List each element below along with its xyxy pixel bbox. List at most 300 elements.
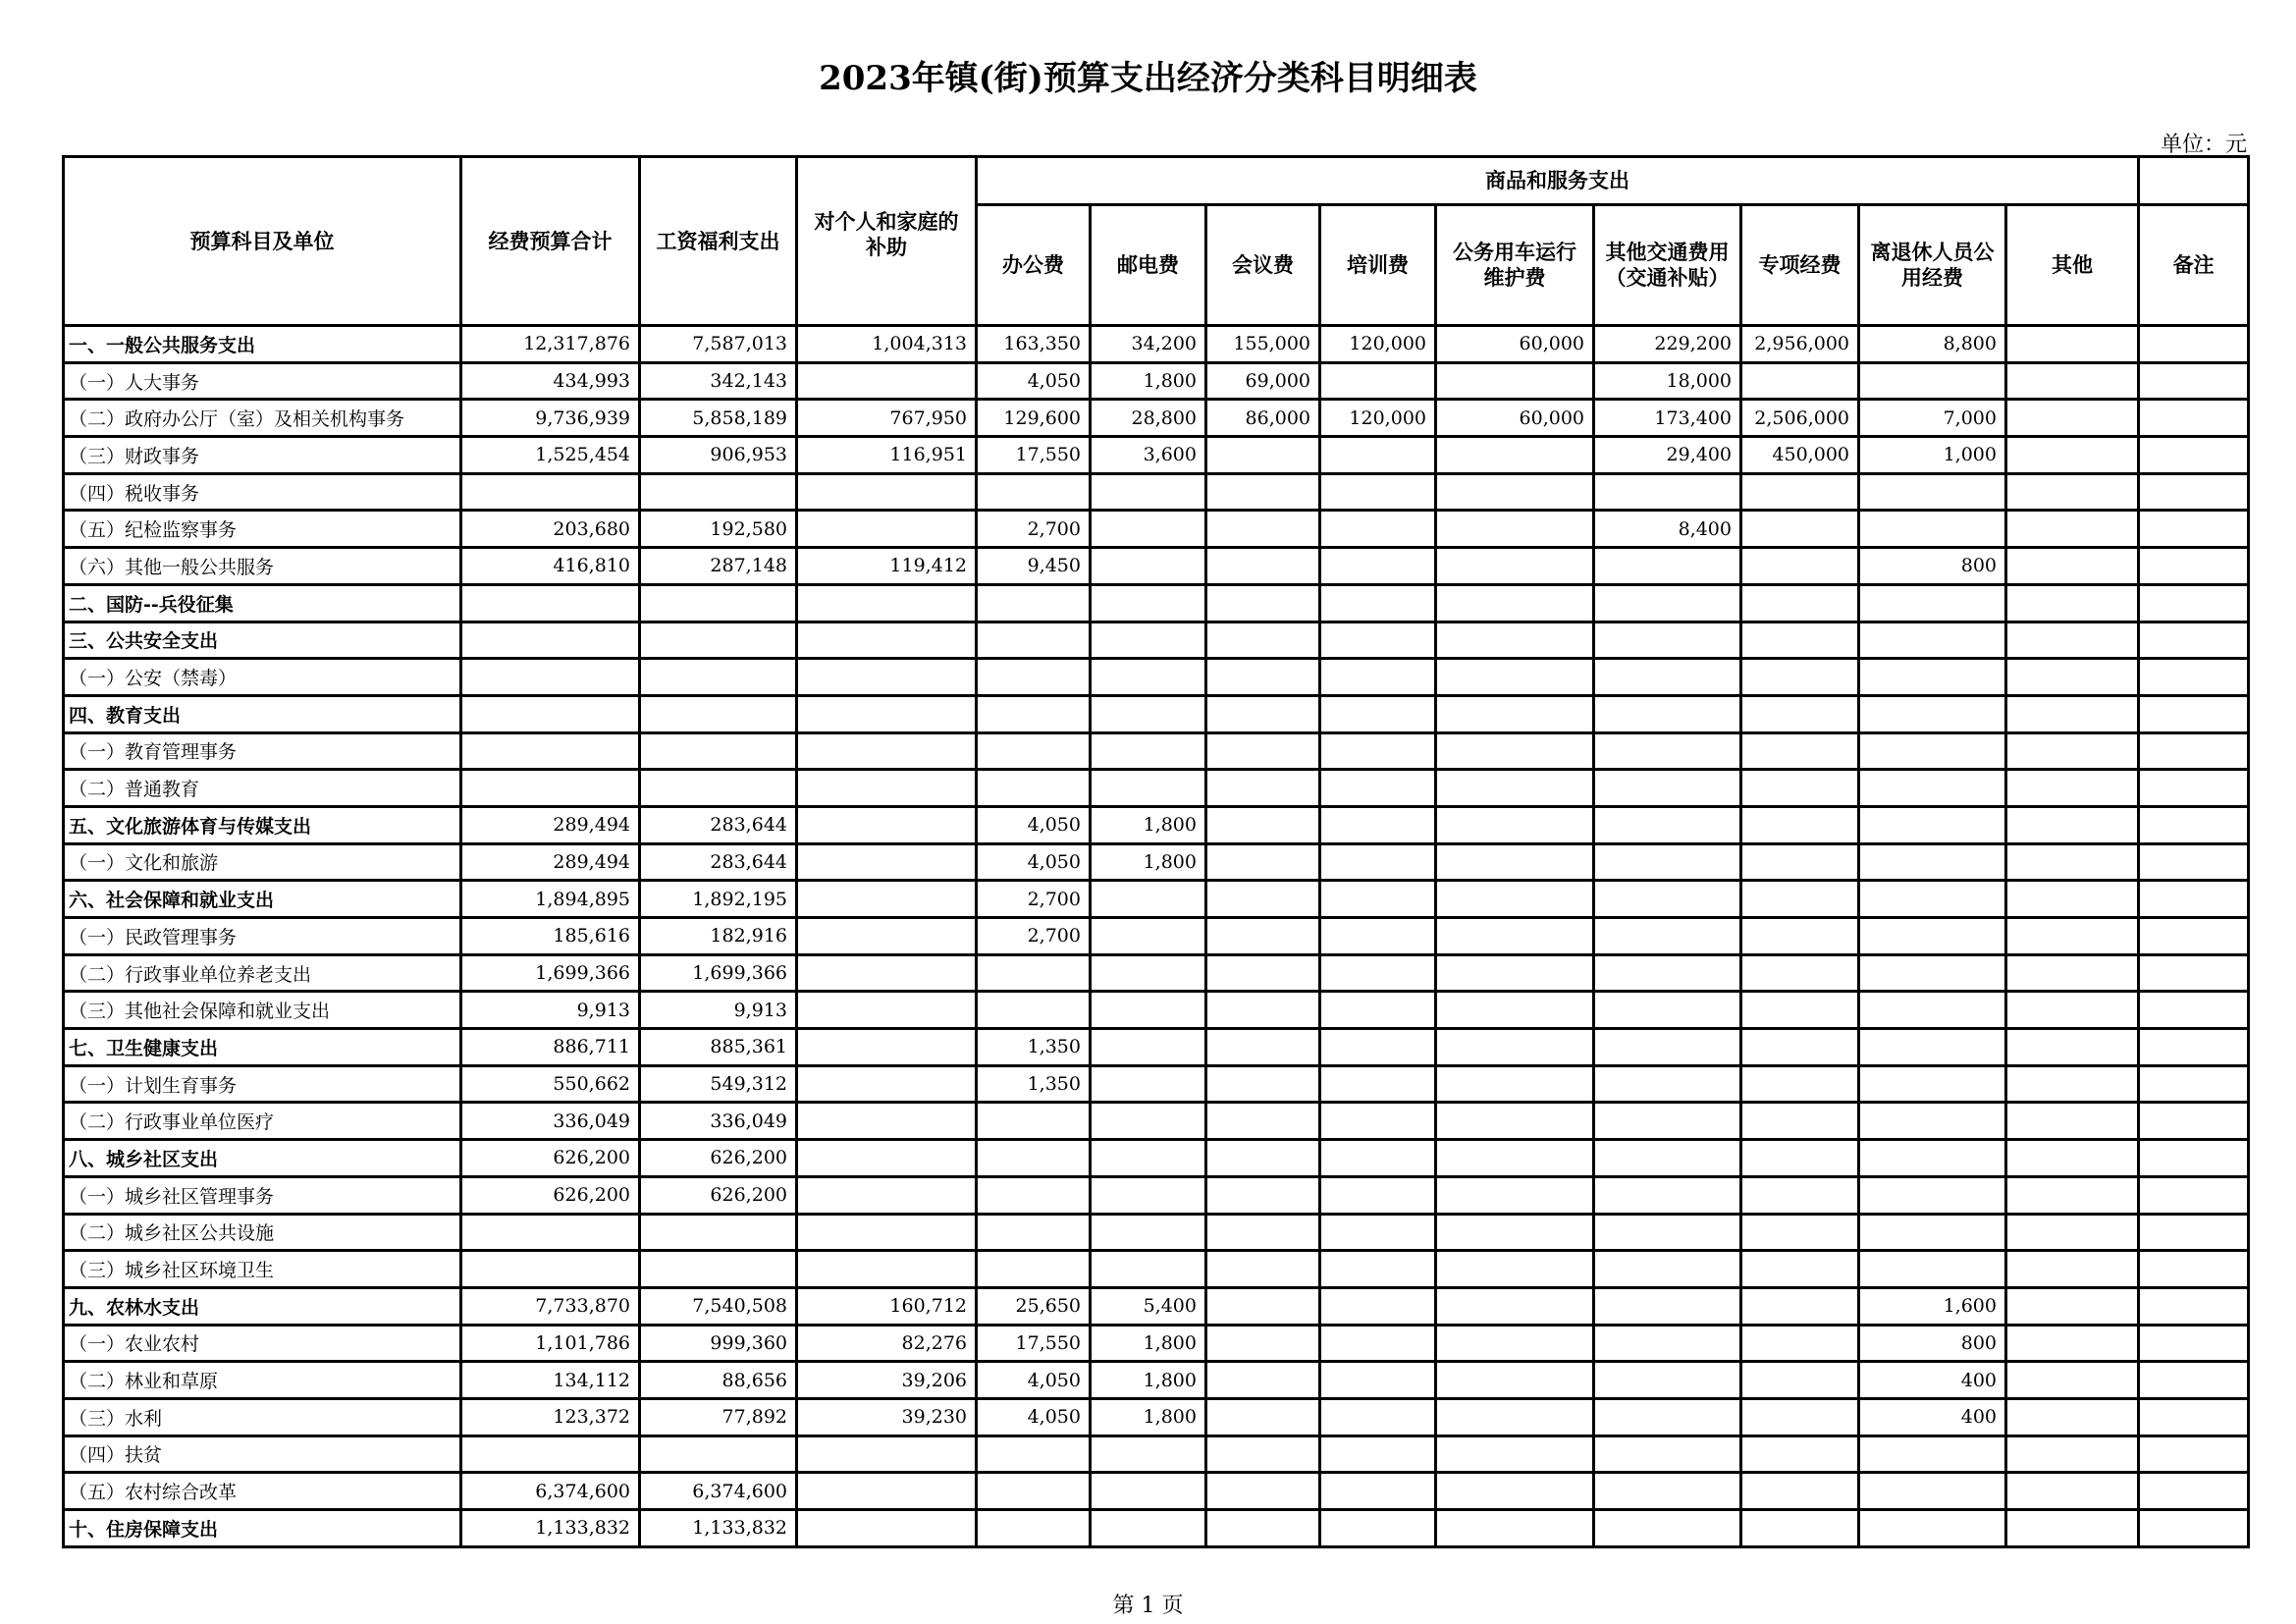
- cell-vehicle: [1436, 806, 1594, 843]
- cell-training: [1320, 918, 1436, 955]
- cell-remark: [2139, 584, 2249, 622]
- cell-subsidy: [797, 659, 977, 696]
- cell-training: [1320, 1214, 1436, 1251]
- table-row: [64, 770, 2249, 807]
- cell-special: 2,956,000: [1741, 326, 1859, 363]
- cell-total: [461, 1435, 640, 1473]
- cell-total: 1,101,786: [461, 1325, 640, 1362]
- cell-salary: 7,587,013: [640, 326, 797, 363]
- cell-meeting: [1206, 622, 1320, 659]
- cell-meeting: [1206, 1176, 1320, 1214]
- cell-total: 416,810: [461, 548, 640, 585]
- cell-vehicle: [1436, 1435, 1594, 1473]
- cell-special: [1741, 1435, 1859, 1473]
- cell-meeting: [1206, 843, 1320, 881]
- cell-training: [1320, 473, 1436, 511]
- cell-salary: 1,892,195: [640, 881, 797, 918]
- cell-salary: 885,361: [640, 1029, 797, 1066]
- cell-vehicle: [1436, 548, 1594, 585]
- cell-vehicle: [1436, 1140, 1594, 1177]
- cell-remark: [2139, 1103, 2249, 1140]
- cell-transport: [1594, 584, 1741, 622]
- cell-vehicle: [1436, 1029, 1594, 1066]
- cell-postal: 1,800: [1091, 1362, 1206, 1399]
- cell-postal: [1091, 1140, 1206, 1177]
- cell-vehicle: [1436, 473, 1594, 511]
- cell-postal: [1091, 732, 1206, 770]
- cell-training: [1320, 659, 1436, 696]
- cell-postal: 1,800: [1091, 1325, 1206, 1362]
- cell-postal: 5,400: [1091, 1287, 1206, 1325]
- cell-special: [1741, 695, 1859, 732]
- budget-table: [62, 155, 2250, 1548]
- cell-special: [1741, 1140, 1859, 1177]
- cell-vehicle: [1436, 1325, 1594, 1362]
- cell-salary: [640, 659, 797, 696]
- cell-office: [977, 992, 1091, 1029]
- row-label: （一）计划生育事务: [64, 1065, 461, 1103]
- cell-total: [461, 659, 640, 696]
- cell-postal: [1091, 584, 1206, 622]
- cell-meeting: [1206, 437, 1320, 474]
- cell-vehicle: [1436, 1473, 1594, 1510]
- cell-office: 9,450: [977, 548, 1091, 585]
- cell-other: [2006, 1398, 2139, 1435]
- cell-transport: [1594, 843, 1741, 881]
- cell-transport: [1594, 770, 1741, 807]
- cell-subsidy: [797, 954, 977, 992]
- row-label: （三）财政事务: [64, 437, 461, 474]
- cell-retiree: [1859, 770, 2006, 807]
- table-row: [64, 584, 2249, 622]
- cell-subsidy: 82,276: [797, 1325, 977, 1362]
- cell-office: 163,350: [977, 326, 1091, 363]
- row-label: （三）城乡社区环境卫生: [64, 1251, 461, 1288]
- cell-total: [461, 732, 640, 770]
- cell-transport: [1594, 1435, 1741, 1473]
- cell-subsidy: [797, 622, 977, 659]
- cell-retiree: [1859, 362, 2006, 400]
- cell-salary: [640, 770, 797, 807]
- cell-special: [1741, 548, 1859, 585]
- cell-transport: 229,200: [1594, 326, 1741, 363]
- cell-office: [977, 473, 1091, 511]
- cell-total: 1,525,454: [461, 437, 640, 474]
- cell-remark: [2139, 437, 2249, 474]
- row-label: （三）水利: [64, 1398, 461, 1435]
- cell-subsidy: [797, 1473, 977, 1510]
- cell-retiree: [1859, 843, 2006, 881]
- row-label: 七、卫生健康支出: [64, 1029, 461, 1066]
- cell-total: 289,494: [461, 806, 640, 843]
- cell-other: [2006, 954, 2139, 992]
- cell-vehicle: [1436, 881, 1594, 918]
- cell-special: [1741, 1176, 1859, 1214]
- cell-subsidy: [797, 1140, 977, 1177]
- cell-meeting: [1206, 881, 1320, 918]
- cell-special: [1741, 659, 1859, 696]
- table-row: [64, 326, 2249, 363]
- cell-other: [2006, 659, 2139, 696]
- cell-salary: 626,200: [640, 1140, 797, 1177]
- cell-training: [1320, 1029, 1436, 1066]
- cell-salary: [640, 473, 797, 511]
- cell-transport: 29,400: [1594, 437, 1741, 474]
- row-label: （二）行政事业单位养老支出: [64, 954, 461, 992]
- row-label: 九、农林水支出: [64, 1287, 461, 1325]
- cell-special: [1741, 918, 1859, 955]
- cell-remark: [2139, 992, 2249, 1029]
- cell-meeting: [1206, 548, 1320, 585]
- cell-subsidy: [797, 806, 977, 843]
- cell-training: [1320, 1435, 1436, 1473]
- header-goods-services-group: 商品和服务支出: [977, 157, 2139, 205]
- row-label: （六）其他一般公共服务: [64, 548, 461, 585]
- table-row: [64, 1435, 2249, 1473]
- cell-remark: [2139, 770, 2249, 807]
- cell-postal: [1091, 1103, 1206, 1140]
- cell-meeting: [1206, 806, 1320, 843]
- cell-salary: 342,143: [640, 362, 797, 400]
- cell-retiree: 8,800: [1859, 326, 2006, 363]
- cell-total: [461, 1214, 640, 1251]
- cell-special: [1741, 1214, 1859, 1251]
- cell-office: [977, 954, 1091, 992]
- cell-remark: [2139, 511, 2249, 548]
- table-row: [64, 1029, 2249, 1066]
- cell-training: [1320, 584, 1436, 622]
- cell-salary: 192,580: [640, 511, 797, 548]
- cell-special: [1741, 770, 1859, 807]
- cell-meeting: [1206, 1325, 1320, 1362]
- cell-subsidy: [797, 362, 977, 400]
- cell-meeting: [1206, 1510, 1320, 1547]
- cell-office: 129,600: [977, 400, 1091, 437]
- cell-office: [977, 732, 1091, 770]
- cell-total: 289,494: [461, 843, 640, 881]
- cell-meeting: [1206, 1435, 1320, 1473]
- cell-training: [1320, 992, 1436, 1029]
- cell-office: 4,050: [977, 1362, 1091, 1399]
- cell-subsidy: [797, 881, 977, 918]
- cell-total: [461, 622, 640, 659]
- table-row: [64, 1251, 2249, 1288]
- cell-salary: [640, 622, 797, 659]
- cell-retiree: [1859, 1510, 2006, 1547]
- cell-office: [977, 622, 1091, 659]
- cell-subsidy: 160,712: [797, 1287, 977, 1325]
- cell-transport: [1594, 1214, 1741, 1251]
- cell-remark: [2139, 362, 2249, 400]
- cell-postal: [1091, 992, 1206, 1029]
- cell-other: [2006, 1362, 2139, 1399]
- cell-special: [1741, 622, 1859, 659]
- cell-transport: [1594, 622, 1741, 659]
- cell-salary: 6,374,600: [640, 1473, 797, 1510]
- cell-transport: [1594, 806, 1741, 843]
- header-subject: 预算科目及单位: [64, 157, 461, 326]
- cell-transport: [1594, 918, 1741, 955]
- cell-salary: 336,049: [640, 1103, 797, 1140]
- cell-salary: 906,953: [640, 437, 797, 474]
- cell-salary: 999,360: [640, 1325, 797, 1362]
- cell-postal: 1,800: [1091, 843, 1206, 881]
- cell-subsidy: [797, 1029, 977, 1066]
- cell-postal: [1091, 1214, 1206, 1251]
- cell-postal: [1091, 881, 1206, 918]
- cell-remark: [2139, 881, 2249, 918]
- cell-subsidy: 767,950: [797, 400, 977, 437]
- cell-training: [1320, 1325, 1436, 1362]
- header-vehicle: 公务用车运行维护费: [1436, 205, 1594, 326]
- cell-total: 9,736,939: [461, 400, 640, 437]
- cell-vehicle: [1436, 622, 1594, 659]
- row-label: 一、一般公共服务支出: [64, 326, 461, 363]
- row-label: （二）林业和草原: [64, 1362, 461, 1399]
- cell-postal: [1091, 622, 1206, 659]
- cell-subsidy: [797, 770, 977, 807]
- cell-postal: [1091, 548, 1206, 585]
- row-label: （二）普通教育: [64, 770, 461, 807]
- cell-retiree: [1859, 584, 2006, 622]
- cell-subsidy: 1,004,313: [797, 326, 977, 363]
- cell-postal: [1091, 1251, 1206, 1288]
- cell-retiree: [1859, 918, 2006, 955]
- cell-retiree: 1,000: [1859, 437, 2006, 474]
- cell-transport: [1594, 659, 1741, 696]
- cell-subsidy: 116,951: [797, 437, 977, 474]
- cell-office: 2,700: [977, 511, 1091, 548]
- cell-office: [977, 1176, 1091, 1214]
- cell-special: [1741, 1029, 1859, 1066]
- cell-vehicle: [1436, 992, 1594, 1029]
- cell-vehicle: [1436, 732, 1594, 770]
- cell-transport: 8,400: [1594, 511, 1741, 548]
- cell-transport: [1594, 1362, 1741, 1399]
- cell-retiree: [1859, 1473, 2006, 1510]
- table-row: [64, 362, 2249, 400]
- cell-training: 120,000: [1320, 400, 1436, 437]
- row-label: （一）人大事务: [64, 362, 461, 400]
- table-body: [64, 326, 2249, 1547]
- cell-other: [2006, 1214, 2139, 1251]
- row-label: 六、社会保障和就业支出: [64, 881, 461, 918]
- cell-meeting: [1206, 1287, 1320, 1325]
- cell-meeting: [1206, 1214, 1320, 1251]
- cell-other: [2006, 511, 2139, 548]
- cell-office: 4,050: [977, 1398, 1091, 1435]
- cell-salary: 283,644: [640, 806, 797, 843]
- cell-total: 1,133,832: [461, 1510, 640, 1547]
- cell-special: 2,506,000: [1741, 400, 1859, 437]
- cell-subsidy: [797, 695, 977, 732]
- cell-training: 120,000: [1320, 326, 1436, 363]
- cell-postal: [1091, 659, 1206, 696]
- cell-training: [1320, 881, 1436, 918]
- cell-total: 185,616: [461, 918, 640, 955]
- cell-transport: [1594, 1251, 1741, 1288]
- cell-remark: [2139, 473, 2249, 511]
- cell-transport: 173,400: [1594, 400, 1741, 437]
- cell-remark: [2139, 1398, 2249, 1435]
- cell-retiree: [1859, 1214, 2006, 1251]
- row-label: 五、文化旅游体育与传媒支出: [64, 806, 461, 843]
- cell-retiree: [1859, 1065, 2006, 1103]
- header-other: 其他: [2006, 205, 2139, 326]
- cell-salary: 7,540,508: [640, 1287, 797, 1325]
- cell-training: [1320, 1251, 1436, 1288]
- cell-subsidy: [797, 732, 977, 770]
- cell-remark: [2139, 1065, 2249, 1103]
- cell-total: [461, 584, 640, 622]
- cell-remark: [2139, 843, 2249, 881]
- cell-total: 1,894,895: [461, 881, 640, 918]
- cell-vehicle: [1436, 1214, 1594, 1251]
- cell-total: 434,993: [461, 362, 640, 400]
- cell-other: [2006, 1251, 2139, 1288]
- cell-salary: 287,148: [640, 548, 797, 585]
- cell-office: 1,350: [977, 1029, 1091, 1066]
- cell-transport: [1594, 881, 1741, 918]
- cell-other: [2006, 400, 2139, 437]
- cell-remark: [2139, 1287, 2249, 1325]
- cell-total: 7,733,870: [461, 1287, 640, 1325]
- cell-meeting: [1206, 918, 1320, 955]
- cell-office: [977, 584, 1091, 622]
- cell-transport: [1594, 954, 1741, 992]
- table-row: [64, 1287, 2249, 1325]
- cell-retiree: [1859, 1140, 2006, 1177]
- table-row: [64, 400, 2249, 437]
- header-retiree: 离退休人员公用经费: [1859, 205, 2006, 326]
- cell-meeting: [1206, 473, 1320, 511]
- cell-meeting: [1206, 1362, 1320, 1399]
- cell-meeting: [1206, 992, 1320, 1029]
- cell-meeting: 69,000: [1206, 362, 1320, 400]
- header-remark: 备注: [2139, 205, 2249, 326]
- cell-office: [977, 695, 1091, 732]
- cell-retiree: [1859, 954, 2006, 992]
- table-row: [64, 881, 2249, 918]
- cell-office: [977, 1435, 1091, 1473]
- header-total: 经费预算合计: [461, 157, 640, 326]
- cell-retiree: 800: [1859, 548, 2006, 585]
- cell-other: [2006, 881, 2139, 918]
- cell-remark: [2139, 1435, 2249, 1473]
- cell-retiree: [1859, 511, 2006, 548]
- cell-retiree: [1859, 806, 2006, 843]
- cell-transport: [1594, 473, 1741, 511]
- cell-office: 17,550: [977, 437, 1091, 474]
- cell-subsidy: [797, 1251, 977, 1288]
- cell-other: [2006, 918, 2139, 955]
- header-training: 培训费: [1320, 205, 1436, 326]
- cell-postal: [1091, 918, 1206, 955]
- cell-postal: [1091, 1029, 1206, 1066]
- cell-subsidy: 39,230: [797, 1398, 977, 1435]
- row-label: （五）农村综合改革: [64, 1473, 461, 1510]
- cell-office: [977, 1103, 1091, 1140]
- cell-subsidy: [797, 843, 977, 881]
- cell-other: [2006, 695, 2139, 732]
- row-label: （五）纪检监察事务: [64, 511, 461, 548]
- cell-salary: 77,892: [640, 1398, 797, 1435]
- cell-office: [977, 1140, 1091, 1177]
- cell-total: 1,699,366: [461, 954, 640, 992]
- cell-transport: [1594, 1287, 1741, 1325]
- cell-special: [1741, 1398, 1859, 1435]
- cell-postal: 1,800: [1091, 806, 1206, 843]
- cell-subsidy: [797, 473, 977, 511]
- cell-salary: 1,699,366: [640, 954, 797, 992]
- cell-transport: [1594, 1176, 1741, 1214]
- cell-other: [2006, 1325, 2139, 1362]
- cell-retiree: [1859, 732, 2006, 770]
- cell-total: 626,200: [461, 1140, 640, 1177]
- cell-total: 203,680: [461, 511, 640, 548]
- row-label: 三、公共安全支出: [64, 622, 461, 659]
- cell-retiree: [1859, 1103, 2006, 1140]
- row-label: （二）行政事业单位医疗: [64, 1103, 461, 1140]
- cell-remark: [2139, 1176, 2249, 1214]
- cell-salary: 283,644: [640, 843, 797, 881]
- cell-subsidy: 119,412: [797, 548, 977, 585]
- cell-total: 6,374,600: [461, 1473, 640, 1510]
- cell-office: 2,700: [977, 881, 1091, 918]
- cell-office: 4,050: [977, 843, 1091, 881]
- row-label: （一）教育管理事务: [64, 732, 461, 770]
- row-label: 八、城乡社区支出: [64, 1140, 461, 1177]
- cell-meeting: [1206, 584, 1320, 622]
- cell-vehicle: [1436, 695, 1594, 732]
- cell-retiree: 400: [1859, 1398, 2006, 1435]
- cell-remark: [2139, 659, 2249, 696]
- cell-meeting: [1206, 1029, 1320, 1066]
- cell-total: 886,711: [461, 1029, 640, 1066]
- table-row: [64, 473, 2249, 511]
- cell-transport: [1594, 1029, 1741, 1066]
- cell-training: [1320, 1103, 1436, 1140]
- cell-subsidy: [797, 1435, 977, 1473]
- page-number: 第 1 页: [1112, 1594, 1184, 1618]
- cell-other: [2006, 548, 2139, 585]
- cell-remark: [2139, 732, 2249, 770]
- row-label: （二）政府办公厅（室）及相关机构事务: [64, 400, 461, 437]
- row-label: 十、住房保障支出: [64, 1510, 461, 1547]
- row-label: （一）文化和旅游: [64, 843, 461, 881]
- cell-remark: [2139, 1029, 2249, 1066]
- table-row: [64, 1214, 2249, 1251]
- table-row: [64, 806, 2249, 843]
- row-label: （一）城乡社区管理事务: [64, 1176, 461, 1214]
- cell-subsidy: [797, 1510, 977, 1547]
- cell-special: [1741, 1362, 1859, 1399]
- cell-special: [1741, 1103, 1859, 1140]
- cell-total: 134,112: [461, 1362, 640, 1399]
- cell-remark: [2139, 622, 2249, 659]
- cell-postal: [1091, 473, 1206, 511]
- cell-transport: [1594, 732, 1741, 770]
- cell-training: [1320, 437, 1436, 474]
- cell-office: 1,350: [977, 1065, 1091, 1103]
- cell-total: [461, 695, 640, 732]
- row-label: （一）民政管理事务: [64, 918, 461, 955]
- cell-retiree: 1,600: [1859, 1287, 2006, 1325]
- cell-office: [977, 770, 1091, 807]
- cell-salary: 9,913: [640, 992, 797, 1029]
- cell-transport: [1594, 1325, 1741, 1362]
- cell-salary: 5,858,189: [640, 400, 797, 437]
